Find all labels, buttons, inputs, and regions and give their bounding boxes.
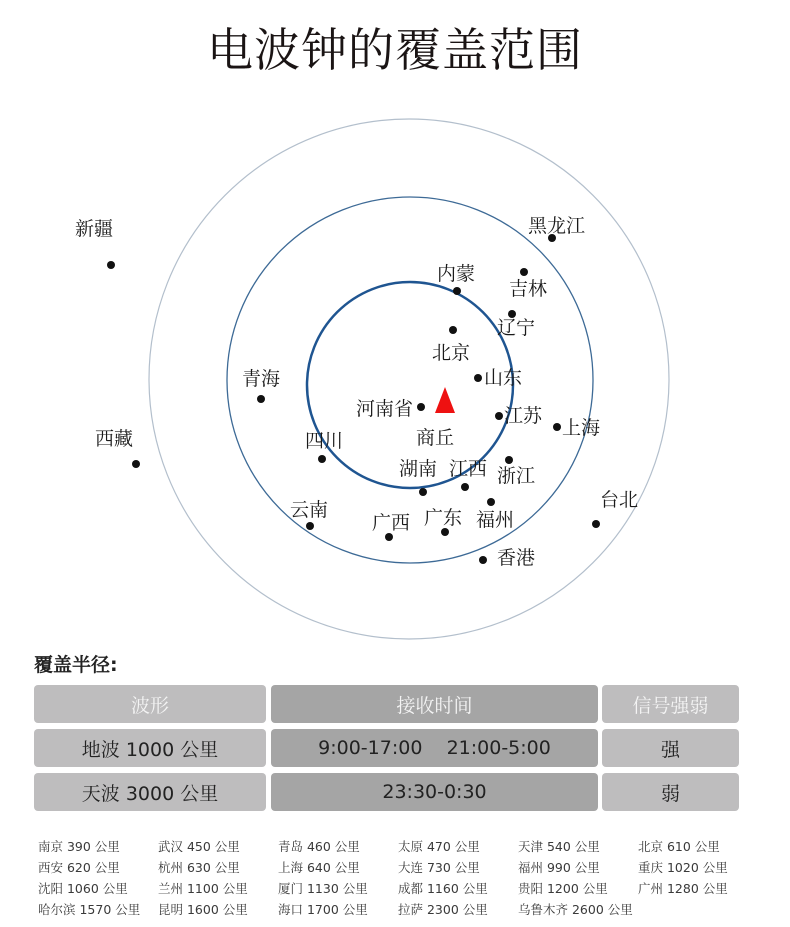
place-marker <box>356 398 425 420</box>
city-distance-item: 海口 1700 公里 <box>278 902 368 917</box>
city-distance-item: 北京 610 公里 <box>638 839 720 854</box>
location-dot-icon <box>132 460 140 468</box>
city-distance-item: 武汉 450 公里 <box>158 839 240 854</box>
place-label: 云南 <box>290 499 329 521</box>
location-dot-icon <box>449 326 457 334</box>
city-distance-item: 大连 730 公里 <box>398 860 480 875</box>
location-dot-icon <box>553 423 561 431</box>
place-label: 台北 <box>600 489 639 511</box>
city-distance-item: 沈阳 1060 公里 <box>38 881 128 896</box>
city-distance-item: 天津 540 公里 <box>518 839 600 854</box>
place-label: 内蒙 <box>437 263 476 285</box>
location-dot-icon <box>385 533 393 541</box>
place-marker <box>437 263 475 295</box>
place-label: 山东 <box>484 367 523 389</box>
place-marker <box>75 218 115 269</box>
place-label: 青海 <box>242 368 281 390</box>
place-marker <box>399 458 437 496</box>
header-receive-time: 接收时间 <box>271 685 598 723</box>
place-label: 广西 <box>372 512 411 534</box>
location-dot-icon <box>479 556 487 564</box>
place-label: 香港 <box>497 547 536 569</box>
center-city-label: 商丘 <box>416 427 455 449</box>
place-markers <box>75 215 638 569</box>
city-distance-item: 西安 620 公里 <box>38 860 120 875</box>
place-label: 四川 <box>305 430 344 452</box>
page-title: 电波钟的覆盖范围 <box>207 23 583 77</box>
city-distance-item: 拉萨 2300 公里 <box>398 902 488 917</box>
location-dot-icon <box>318 455 326 463</box>
city-distance-item: 太原 470 公里 <box>398 839 480 854</box>
location-dot-icon <box>306 522 314 530</box>
place-marker <box>372 512 410 541</box>
place-marker <box>497 456 535 487</box>
place-marker <box>495 405 543 427</box>
place-marker <box>592 489 638 528</box>
place-label: 辽宁 <box>497 317 536 339</box>
location-dot-icon <box>592 520 600 528</box>
city-distance-item: 贵阳 1200 公里 <box>518 881 608 896</box>
place-label: 广东 <box>424 507 463 529</box>
location-dot-icon <box>107 261 115 269</box>
city-distance-item: 重庆 1020 公里 <box>638 860 728 875</box>
sky-wave-time-cell: 23:30-0:30 <box>271 773 598 811</box>
place-label: 湖南 <box>399 458 438 480</box>
place-label: 西藏 <box>95 428 134 450</box>
middle-coverage-ring <box>227 197 593 563</box>
location-dot-icon <box>417 403 425 411</box>
place-marker <box>474 367 522 389</box>
place-label: 河南省 <box>356 398 414 420</box>
city-distance-item: 上海 640 公里 <box>278 860 360 875</box>
header-signal-strength: 信号强弱 <box>602 685 739 723</box>
ground-wave-time-cell: 9:00-17:00 21:00-5:00 <box>271 729 598 767</box>
city-distance-item: 昆明 1600 公里 <box>158 902 248 917</box>
transmitter-triangle-icon <box>435 387 455 413</box>
location-dot-icon <box>257 395 265 403</box>
ground-wave-cell: 地波 1000 公里 <box>34 729 266 767</box>
place-label: 福州 <box>476 509 515 531</box>
location-dot-icon <box>505 456 513 464</box>
place-marker <box>95 428 140 468</box>
location-dot-icon <box>453 287 461 295</box>
place-marker <box>509 268 547 300</box>
location-dot-icon <box>474 374 482 382</box>
location-dot-icon <box>461 483 469 491</box>
city-distance-item: 南京 390 公里 <box>38 839 120 854</box>
place-label: 江苏 <box>504 405 543 427</box>
place-label: 江西 <box>449 458 488 480</box>
location-dot-icon <box>495 412 503 420</box>
city-distance-item: 广州 1280 公里 <box>638 881 728 896</box>
city-distance-item: 杭州 630 公里 <box>158 860 240 875</box>
location-dot-icon <box>487 498 495 506</box>
city-distance-item: 成都 1160 公里 <box>398 881 488 896</box>
location-dot-icon <box>520 268 528 276</box>
place-marker <box>432 326 470 364</box>
city-distance-item: 哈尔滨 1570 公里 <box>38 902 141 917</box>
location-dot-icon <box>419 488 427 496</box>
city-distance-item: 青岛 460 公里 <box>278 839 360 854</box>
place-label: 北京 <box>432 342 471 364</box>
sky-wave-strength-cell: 弱 <box>602 773 739 811</box>
place-marker <box>497 310 535 339</box>
place-marker <box>528 215 585 242</box>
sky-wave-cell: 天波 3000 公里 <box>34 773 266 811</box>
place-marker <box>449 458 487 491</box>
place-marker <box>553 417 600 439</box>
place-label: 上海 <box>562 417 601 439</box>
place-label: 吉林 <box>509 278 548 300</box>
place-marker <box>476 498 514 531</box>
place-marker <box>242 368 280 403</box>
place-label: 黑龙江 <box>528 215 586 237</box>
place-marker <box>290 499 328 530</box>
place-marker <box>479 547 535 569</box>
city-distance-item: 兰州 1100 公里 <box>158 881 248 896</box>
place-label: 浙江 <box>497 465 536 487</box>
ground-wave-strength-cell: 强 <box>602 729 739 767</box>
city-distance-item: 乌鲁木齐 2600 公里 <box>518 902 633 917</box>
coverage-heading: 覆盖半径: <box>34 654 118 676</box>
city-distance-item: 福州 990 公里 <box>518 860 600 875</box>
location-dot-icon <box>441 528 449 536</box>
place-marker <box>424 507 462 536</box>
header-waveform: 波形 <box>34 685 266 723</box>
city-distance-item: 厦门 1130 公里 <box>278 881 368 896</box>
place-label: 新疆 <box>75 218 114 240</box>
